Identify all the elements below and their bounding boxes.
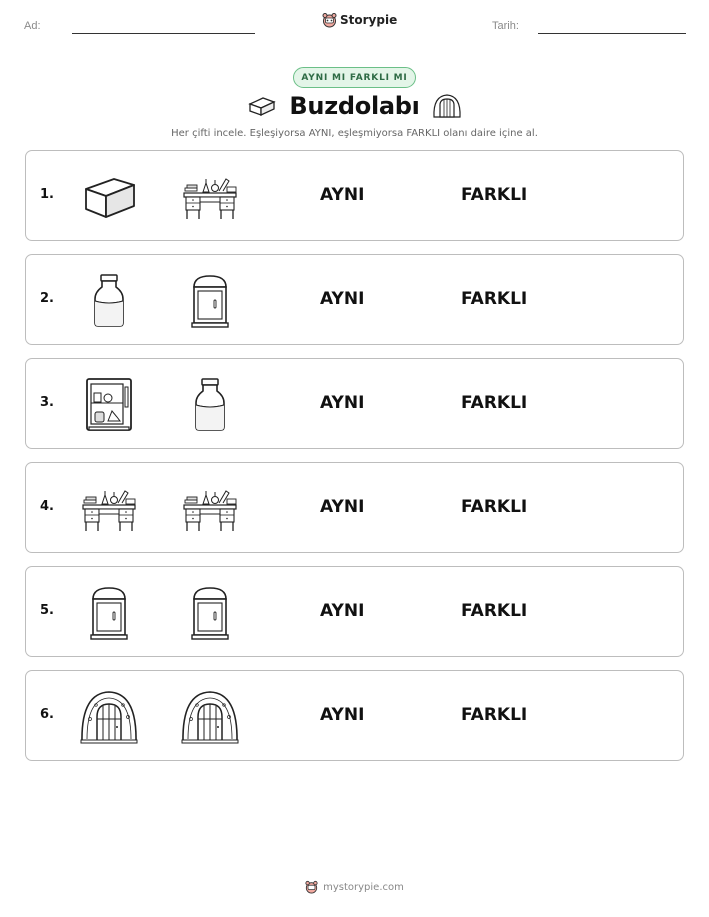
- desk-icon: [78, 481, 140, 537]
- box-icon: [78, 169, 140, 225]
- exercise-row: [25, 670, 684, 761]
- box-icon: [247, 95, 277, 117]
- milk-bottle-icon: [78, 273, 140, 329]
- exercise-row: [25, 254, 684, 345]
- option-same[interactable]: AYNI: [320, 601, 365, 621]
- cave-door-icon: [179, 689, 241, 745]
- option-same[interactable]: AYNI: [320, 497, 365, 517]
- row-number: 5.: [40, 603, 54, 618]
- desk-icon: [179, 169, 241, 225]
- page-title: Buzdolabı: [289, 92, 420, 120]
- desk-icon: [179, 481, 241, 537]
- exercise-row: [25, 358, 684, 449]
- row-number: 1.: [40, 187, 54, 202]
- brand-name: Storypie: [340, 13, 398, 27]
- cabinet-icon: [78, 585, 140, 641]
- footer: [0, 880, 709, 894]
- brand-logo: [322, 12, 397, 28]
- option-different[interactable]: FARKLI: [461, 497, 528, 517]
- date-line[interactable]: [538, 33, 686, 34]
- fridge-icon: [78, 377, 140, 433]
- storypie-mascot-icon: [322, 12, 337, 28]
- name-label: Ad:: [24, 20, 41, 32]
- row-number: 6.: [40, 707, 54, 722]
- option-same[interactable]: AYNI: [320, 393, 365, 413]
- storypie-mascot-icon: [305, 880, 318, 894]
- row-number: 3.: [40, 395, 54, 410]
- option-same[interactable]: AYNI: [320, 705, 365, 725]
- footer-url[interactable]: mystorypie.com: [323, 881, 404, 893]
- exercise-row: [25, 566, 684, 657]
- title-row: [0, 92, 709, 120]
- option-different[interactable]: FARKLI: [461, 705, 528, 725]
- option-same[interactable]: AYNI: [320, 185, 365, 205]
- option-same[interactable]: AYNI: [320, 289, 365, 309]
- exercise-row: [25, 150, 684, 241]
- date-label: Tarih:: [492, 20, 519, 32]
- option-different[interactable]: FARKLI: [461, 185, 528, 205]
- option-different[interactable]: FARKLI: [461, 601, 528, 621]
- option-different[interactable]: FARKLI: [461, 393, 528, 413]
- activity-badge: AYNI MI FARKLI MI: [293, 67, 416, 88]
- cabinet-icon: [179, 585, 241, 641]
- cave-door-icon: [78, 689, 140, 745]
- name-line[interactable]: [72, 33, 255, 34]
- cabinet-icon: [179, 273, 241, 329]
- instruction-text: Her çifti incele. Eşleşiyorsa AYNI, eşleşmiyorsa FARKLI olanı daire içine al.: [171, 128, 538, 139]
- row-number: 4.: [40, 499, 54, 514]
- milk-bottle-icon: [179, 377, 241, 433]
- exercise-row: [25, 462, 684, 553]
- option-different[interactable]: FARKLI: [461, 289, 528, 309]
- cave-door-icon: [432, 93, 462, 119]
- row-number: 2.: [40, 291, 54, 306]
